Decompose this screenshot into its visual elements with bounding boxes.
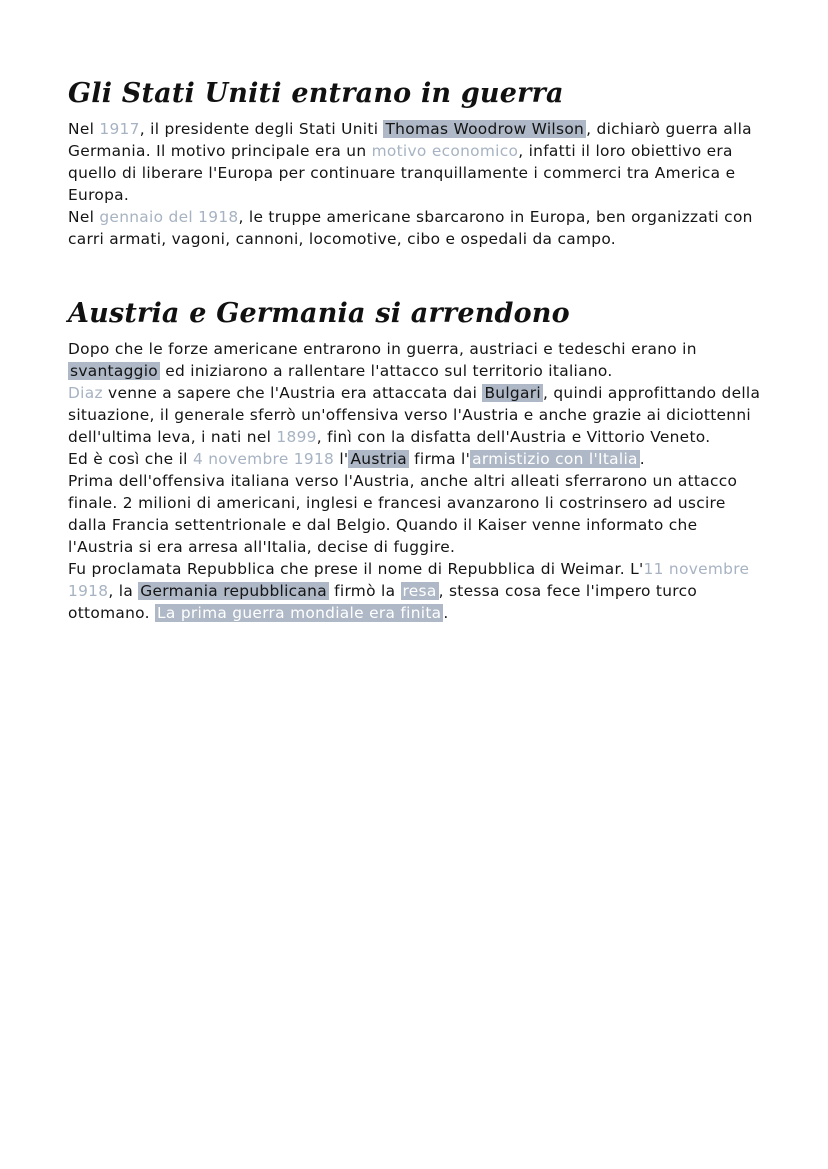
highlighted-text: Bulgari	[484, 384, 541, 402]
highlighted-text: svantaggio	[70, 362, 159, 380]
text: Nel	[68, 208, 100, 226]
paragraph	[68, 558, 768, 624]
text: Nel	[68, 120, 100, 138]
date-text: gennaio del 1918	[99, 208, 239, 226]
text: Fu proclamata Repubblica che prese il nome di Repubblica di Weimar. L'	[68, 560, 644, 578]
date-text: 11 novembre 1918	[68, 560, 750, 600]
highlighted-text: resa	[402, 582, 437, 600]
text: firmò la	[328, 582, 401, 600]
text: , quindi approfittando della situazione, il generale sferrò un'offensiva verso l'Austria e anche grazie ai diciottenni dell'ultima leva, i nati nel	[68, 384, 761, 446]
text: venne a sapere che l'Austria era attaccata dai	[102, 384, 483, 402]
paragraph: Prima dell'offensiva italiana verso l'Austria, anche altri alleati sferrarono un attacco finale. 2 milioni di americani, inglesi e francesi avanzarono li costrinsero ad uscire dalla Francia settentrionale e dal Belgio. Quando il Kaiser venne informato che l'Austria si era arresa all'Italia, decise di fuggire.	[68, 472, 738, 556]
text: , dichiarò guerra alla Germania. Il motivo principale era un	[68, 120, 752, 160]
text: l'	[334, 450, 349, 468]
text: , le truppe americane sbarcarono in Europa, ben organizzati con carri armati, vagoni, cannoni, locomotive, cibo e ospedali da campo.	[68, 208, 753, 248]
text: Ed è così che il	[68, 450, 193, 468]
name-text: Diaz	[68, 384, 103, 402]
paragraph	[68, 118, 768, 206]
text: ed iniziarono a rallentare l'attacco sul territorio italiano.	[160, 362, 613, 380]
emphasis-text: motivo economico	[371, 142, 519, 160]
section-title: Austria e Germania si arrendono	[68, 298, 570, 329]
highlighted-text: armistizio con l'Italia	[472, 450, 638, 468]
highlighted-text: Germania repubblicana	[140, 582, 327, 600]
text: firma l'	[408, 450, 471, 468]
text: , infatti il loro obiettivo era quello di liberare l'Europa per continuare tranquillamente i commerci tra America e Europa.	[68, 142, 736, 204]
paragraph	[68, 382, 768, 448]
paragraph	[68, 206, 768, 250]
date-text: 4 novembre 1918	[192, 450, 335, 468]
paragraph	[68, 448, 768, 470]
section-us-enter-war	[68, 74, 768, 250]
highlighted-text: La prima guerra mondiale era finita	[157, 604, 442, 622]
section-austria-germany-surrender	[68, 294, 768, 624]
text: , la	[108, 582, 139, 600]
text: .	[639, 450, 645, 468]
date-text: 1899	[276, 428, 317, 446]
text: , il presidente degli Stati Uniti	[139, 120, 384, 138]
text: .	[443, 604, 449, 622]
section-title: Gli Stati Uniti entrano in guerra	[68, 78, 564, 109]
text: Dopo che le forze americane entrarono in guerra, austriaci e tedeschi erano in	[68, 340, 697, 358]
highlighted-text: Austria	[350, 450, 407, 468]
text: , finì con la disfatta dell'Austria e Vittorio Veneto.	[316, 428, 711, 446]
paragraph	[68, 338, 768, 382]
text: , stessa cosa fece l'impero turco ottomano.	[68, 582, 698, 622]
date-text: 1917	[99, 120, 140, 138]
highlighted-text: Thomas Woodrow Wilson	[385, 120, 585, 138]
